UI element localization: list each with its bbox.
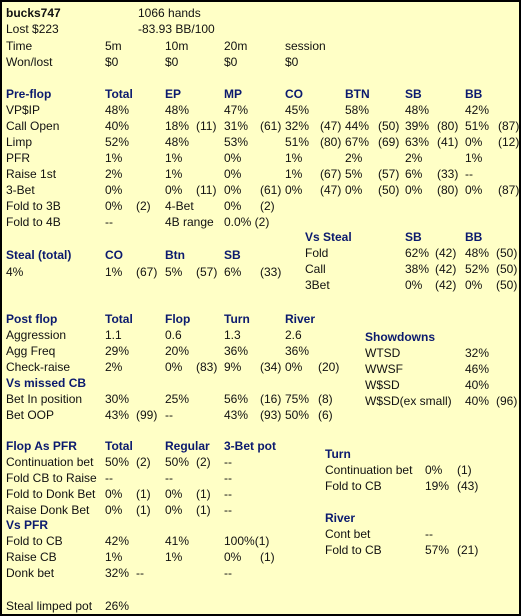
flop-pfr-value: 50% (105, 455, 130, 469)
preflop-value: 42% (465, 103, 490, 117)
preflop-col-header: BTN (345, 87, 370, 101)
time-20m: 20m (224, 39, 248, 53)
turn-value: 19% (425, 479, 450, 493)
preflop-value: 1% (285, 151, 303, 165)
preflop-sample: (50) (378, 183, 400, 197)
postflop-value: 20% (165, 344, 190, 358)
missed-cb-value: 30% (105, 392, 130, 406)
preflop-value: 0% (165, 183, 183, 197)
preflop-sample: (11) (196, 183, 217, 197)
preflop-value: 53% (224, 135, 249, 149)
showdown-label: W$SD(ex small) (365, 394, 452, 408)
showdown-label: WTSD (365, 346, 401, 360)
river-value: 57% (425, 543, 450, 557)
wonlost-5m: $0 (105, 55, 119, 69)
flop-pfr-value: -- (224, 471, 232, 485)
missed-cb-value: 25% (165, 392, 190, 406)
flop-pfr-value: -- (224, 503, 232, 517)
missed-cb-row-label: Bet OOP (6, 408, 55, 422)
preflop-sample: (11) (196, 119, 217, 133)
vs-steal-value: 38% (405, 262, 430, 276)
wonlost-label: Won/lost (6, 55, 53, 69)
river-row-label: Cont bet (325, 527, 371, 541)
preflop-value: 1% (105, 151, 123, 165)
preflop-col-header: BB (465, 87, 483, 101)
vs-steal-value: 0% (405, 278, 423, 292)
preflop-value: 18% (165, 119, 190, 133)
vs-steal-row-label: 3Bet (305, 278, 330, 292)
preflop-sample: (61) (260, 183, 282, 197)
preflop-value: 1% (465, 151, 483, 165)
missed-cb-sample: (8) (318, 392, 333, 406)
hands-count: 1066 hands (138, 6, 201, 20)
preflop-sample: (12) (498, 135, 520, 149)
postflop-row-label: Agg Freq (6, 344, 56, 358)
preflop-col-header: Total (105, 87, 133, 101)
time-10m: 10m (165, 39, 189, 53)
flop-pfr-value: 0% (165, 487, 183, 501)
preflop-sample: (47) (320, 183, 342, 197)
postflop-sample: (20) (318, 360, 340, 374)
preflop-value: 0% (224, 183, 242, 197)
flop-pfr-value: 0% (165, 503, 183, 517)
flop-pfr-sample: (2) (196, 455, 211, 469)
preflop-value: 0% (405, 183, 423, 197)
preflop-value: 6% (405, 167, 423, 181)
preflop-value: 31% (224, 119, 249, 133)
preflop-col-header: SB (405, 87, 422, 101)
time-5m: 5m (105, 39, 122, 53)
showdown-value: 40% (465, 394, 490, 408)
preflop-value: 40% (105, 119, 130, 133)
postflop-value: 9% (224, 360, 242, 374)
preflop-value: 44% (345, 119, 370, 133)
preflop-value: 0% (345, 183, 363, 197)
flop-pfr-value: 0% (105, 503, 123, 517)
vs-steal-value: 0% (465, 278, 483, 292)
turn-value: 0% (425, 463, 443, 477)
steal-value: 6% (224, 265, 242, 279)
turn-row-label: Fold to CB (325, 479, 382, 493)
preflop-sample: (67) (320, 167, 342, 181)
preflop-sample: (47) (320, 119, 342, 133)
preflop-sample: (33) (437, 167, 459, 181)
missed-cb-value: 50% (285, 408, 310, 422)
postflop-value: 2% (105, 360, 123, 374)
vs-steal-value: 62% (405, 246, 430, 260)
steal-heading: Steal (total) (6, 248, 72, 262)
preflop-value: 2% (345, 151, 363, 165)
preflop-sample: (80) (437, 183, 459, 197)
flop-pfr-col-header: 3-Bet pot (224, 439, 276, 453)
missed-cb-sample: (16) (260, 392, 282, 406)
preflop-value: 0% (105, 183, 123, 197)
time-session: session (285, 39, 326, 53)
vs-steal-row-label: Fold (305, 246, 329, 260)
postflop-value: 0.6 (165, 328, 182, 342)
turn-sample: (1) (457, 463, 472, 477)
showdown-value: 32% (465, 346, 490, 360)
preflop-row-label: Raise 1st (6, 167, 57, 181)
showdown-value: 46% (465, 362, 490, 376)
fold-to-3b-label: Fold to 3B (6, 199, 61, 213)
steal-col-header: CO (105, 248, 123, 262)
vs-pfr-value: 1% (105, 550, 123, 564)
showdown-value: 40% (465, 378, 490, 392)
vs-pfr-sample: (1) (260, 550, 275, 564)
vs-pfr-sample: -- (136, 566, 144, 580)
preflop-value: 32% (285, 119, 310, 133)
postflop-value: 36% (224, 344, 249, 358)
postflop-sample: (83) (196, 360, 218, 374)
missed-cb-value: 43% (105, 408, 130, 422)
flop-pfr-row-label: Fold CB to Raise (6, 471, 97, 485)
four-bet-range-value: 0.0% (2) (224, 215, 270, 229)
vs-steal-sample: (42) (435, 262, 457, 276)
flop-pfr-sample: (1) (196, 487, 211, 501)
preflop-value: 0% (465, 135, 483, 149)
missed-cb-value: 43% (224, 408, 249, 422)
steal-col-header: Btn (165, 248, 185, 262)
flop-pfr-value: 50% (165, 455, 190, 469)
postflop-value: 0% (165, 360, 183, 374)
fold-to-4b-value: -- (105, 215, 113, 229)
vs-steal-col-header: SB (405, 230, 422, 244)
missed-cb-value: -- (165, 408, 173, 422)
vs-pfr-value: 1% (165, 550, 183, 564)
wonlost-20m: $0 (224, 55, 238, 69)
preflop-value: 0% (224, 151, 242, 165)
postflop-value: 2.6 (285, 328, 302, 342)
missed-cb-value: 56% (224, 392, 249, 406)
bb-per-100: -83.93 BB/100 (138, 22, 215, 36)
vs-steal-sample: (50) (496, 262, 518, 276)
preflop-row-label: Call Open (6, 119, 60, 133)
preflop-value: 1% (285, 167, 303, 181)
preflop-value: 67% (345, 135, 370, 149)
postflop-row-label: Check-raise (6, 360, 71, 374)
preflop-sample: (87) (498, 183, 520, 197)
showdown-sample: (96) (496, 394, 518, 408)
steal-sample: (33) (260, 265, 282, 279)
preflop-col-header: MP (224, 87, 242, 101)
preflop-value: 0% (465, 183, 483, 197)
preflop-row-label: VP$IP (6, 103, 41, 117)
preflop-value: 0% (285, 183, 303, 197)
preflop-value: 2% (105, 167, 123, 181)
postflop-row-label: Aggression (6, 328, 67, 342)
preflop-row-label: PFR (6, 151, 30, 165)
preflop-col-header: EP (165, 87, 182, 101)
flop-pfr-value: -- (224, 487, 232, 501)
flop-pfr-sample: (1) (136, 503, 151, 517)
turn-sample: (43) (457, 479, 479, 493)
player-name: bucks747 (6, 6, 61, 20)
steal-value: 5% (165, 265, 183, 279)
preflop-value: 5% (345, 167, 363, 181)
flop-pfr-value: -- (105, 471, 113, 485)
vs-steal-sample: (50) (496, 246, 518, 260)
showdowns-heading: Showdowns (365, 330, 435, 344)
preflop-value: 1% (165, 151, 183, 165)
missed-cb-sample: (93) (260, 408, 282, 422)
river-row-label: Fold to CB (325, 543, 382, 557)
player-result: Lost $223 (6, 22, 59, 36)
four-bet-sample: (2) (260, 199, 275, 213)
preflop-sample: (41) (437, 135, 459, 149)
showdown-label: W$SD (365, 378, 400, 392)
postflop-col-header: Flop (165, 312, 191, 326)
postflop-col-header: Total (105, 312, 133, 326)
river-sample: (21) (457, 543, 479, 557)
postflop-value: 1.3 (224, 328, 241, 342)
flop-pfr-heading: Flop As PFR (6, 439, 77, 453)
flop-pfr-value: -- (165, 471, 173, 485)
steal-sample: (67) (136, 265, 158, 279)
preflop-row-label: 3-Bet (6, 183, 35, 197)
turn-row-label: Continuation bet (325, 463, 413, 477)
time-label: Time (6, 39, 33, 53)
vs-pfr-value: 100%(1) (224, 534, 270, 548)
four-bet-value: 0% (224, 199, 242, 213)
preflop-value: 48% (405, 103, 430, 117)
preflop-value: 51% (285, 135, 310, 149)
preflop-sample: (80) (437, 119, 459, 133)
flop-pfr-col-header: Regular (165, 439, 210, 453)
preflop-value: 45% (285, 103, 310, 117)
steal-sample: (57) (196, 265, 218, 279)
wonlost-10m: $0 (165, 55, 179, 69)
flop-pfr-sample: (1) (136, 487, 151, 501)
preflop-sample: (61) (260, 119, 282, 133)
flop-pfr-row-label: Fold to Donk Bet (6, 487, 96, 501)
flop-pfr-row-label: Raise Donk Bet (6, 503, 90, 517)
preflop-value: 48% (165, 135, 190, 149)
preflop-sample: (80) (320, 135, 342, 149)
vs-pfr-row-label: Fold to CB (6, 534, 63, 548)
vs-steal-sample: (42) (435, 246, 457, 260)
turn-heading: Turn (325, 447, 351, 461)
preflop-value: 52% (105, 135, 130, 149)
preflop-value: 48% (165, 103, 190, 117)
preflop-value: 0% (224, 167, 242, 181)
preflop-value: 48% (105, 103, 130, 117)
vs-missed-cb-heading: Vs missed CB (6, 376, 87, 390)
vs-pfr-row-label: Raise CB (6, 550, 57, 564)
showdown-label: WWSF (365, 362, 403, 376)
preflop-sample: (57) (378, 167, 400, 181)
preflop-value: -- (465, 167, 473, 181)
preflop-heading: Pre-flop (6, 87, 52, 101)
preflop-row-label: Limp (6, 135, 33, 149)
vs-steal-value: 52% (465, 262, 490, 276)
four-bet-range-label: 4B range (165, 215, 214, 229)
flop-pfr-sample: (2) (136, 455, 151, 469)
vs-steal-heading: Vs Steal (305, 230, 352, 244)
river-heading: River (325, 511, 356, 525)
steal-total: 4% (6, 265, 24, 279)
preflop-value: 2% (405, 151, 423, 165)
missed-cb-sample: (99) (136, 408, 158, 422)
vs-steal-sample: (50) (496, 278, 518, 292)
postflop-value: 0% (285, 360, 303, 374)
vs-pfr-value: -- (224, 566, 232, 580)
steal-value: 1% (105, 265, 123, 279)
preflop-value: 51% (465, 119, 490, 133)
four-bet-label: 4-Bet (165, 199, 194, 213)
vs-steal-sample: (42) (435, 278, 457, 292)
preflop-value: 47% (224, 103, 249, 117)
postflop-heading: Post flop (6, 312, 58, 326)
postflop-col-header: River (285, 312, 316, 326)
preflop-value: 1% (165, 167, 183, 181)
preflop-value: 39% (405, 119, 430, 133)
preflop-col-header: CO (285, 87, 303, 101)
vs-pfr-row-label: Donk bet (6, 566, 55, 580)
preflop-sample: (87) (498, 119, 520, 133)
fold-to-3b-value: 0% (105, 199, 123, 213)
vs-pfr-value: 32% (105, 566, 130, 580)
missed-cb-value: 75% (285, 392, 310, 406)
vs-steal-row-label: Call (305, 262, 326, 276)
flop-pfr-value: -- (224, 455, 232, 469)
vs-steal-value: 48% (465, 246, 490, 260)
fold-to-4b-label: Fold to 4B (6, 215, 61, 229)
postflop-value: 29% (105, 344, 130, 358)
preflop-value: 58% (345, 103, 370, 117)
vs-pfr-heading: Vs PFR (6, 518, 49, 532)
postflop-value: 1.1 (105, 328, 122, 342)
preflop-sample: (50) (378, 119, 400, 133)
postflop-col-header: Turn (224, 312, 250, 326)
steal-col-header: SB (224, 248, 241, 262)
postflop-value: 36% (285, 344, 310, 358)
vs-steal-col-header: BB (465, 230, 483, 244)
flop-pfr-sample: (1) (196, 503, 211, 517)
flop-pfr-col-header: Total (105, 439, 133, 453)
postflop-sample: (34) (260, 360, 282, 374)
steal-limped-value: 26% (105, 599, 130, 613)
river-value: -- (425, 527, 433, 541)
preflop-value: 63% (405, 135, 430, 149)
vs-pfr-value: 42% (105, 534, 130, 548)
fold-to-3b-sample: (2) (136, 199, 151, 213)
vs-pfr-value: 41% (165, 534, 190, 548)
missed-cb-row-label: Bet In position (6, 392, 83, 406)
flop-pfr-row-label: Continuation bet (6, 455, 94, 469)
wonlost-session: $0 (285, 55, 299, 69)
steal-limped-label: Steal limped pot (6, 599, 93, 613)
preflop-sample: (69) (378, 135, 400, 149)
missed-cb-sample: (6) (318, 408, 333, 422)
flop-pfr-value: 0% (105, 487, 123, 501)
vs-pfr-value: 0% (224, 550, 242, 564)
